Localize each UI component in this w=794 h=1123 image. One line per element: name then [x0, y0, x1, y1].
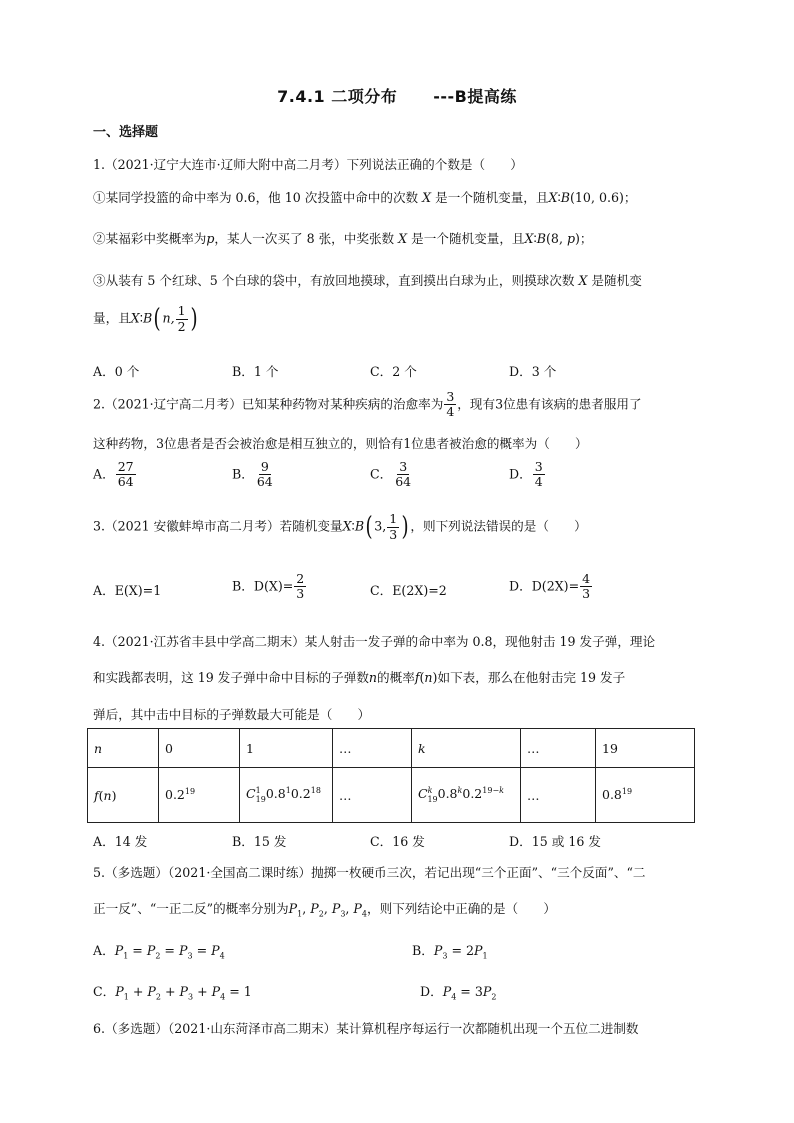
q1-option-a[interactable]: A．0 个: [93, 364, 140, 379]
q3-option-b[interactable]: B．D(X)= $\frac{2}{3}$: [232, 571, 305, 602]
table-row: [88, 768, 695, 823]
q4-line-2: 和实践都表明，这 19 发子弹中命中目标的子弹数n的概率f(n)如下表，那么在他射击完 19 发子: [93, 670, 626, 685]
q4-option-b[interactable]: B．15 发: [232, 834, 287, 849]
q5-option-c[interactable]: C．$P_1 + P_2 + P_3 + P_4 = 1$: [93, 984, 252, 1002]
q5-option-b[interactable]: B．$P_3 = 2P_1$: [412, 943, 488, 961]
q4-option-a[interactable]: A．14 发: [93, 834, 148, 849]
q5-option-d[interactable]: D．$P_4 = 3P_2$: [420, 984, 497, 1002]
q4-line-1: 4.（2021·江苏省丰县中学高二期末）某人射击一发子弹的命中率为 0.8，现他射击 19 发子弹，理论: [93, 634, 656, 649]
probability-table: [87, 728, 695, 823]
q1-statement-3b: 量，且X∶B( n, $\frac{1}{2}$ ): [93, 303, 198, 334]
q1-statement-3a: ③从装有 5 个红球、5 个白球的袋中，有放回地摸球，直到摸出白球为止，则摸球次数 X 是随机变: [93, 273, 642, 288]
q2-line-2: 这种药物，3位患者是否会被治愈是相互独立的，则恰有1位患者被治愈的概率为（ ）: [93, 436, 588, 451]
q2-option-c[interactable]: C． $\frac{3}{64}$: [370, 459, 412, 490]
page-title: [0, 84, 794, 107]
q2-option-b[interactable]: B． $\frac{9}{64}$: [232, 459, 273, 490]
q2-option-d[interactable]: D． $\frac{3}{4}$: [509, 459, 543, 490]
cell-ellipsis-2: …: [521, 768, 596, 823]
q1-statement-2: ②某福彩中奖概率为p，某人一次买了 8 张，中奖张数 X 是一个随机变量，且X∶B(8, p)；: [93, 231, 593, 246]
fraction-half: $\frac{1}{2}$: [177, 303, 186, 334]
q1-statement-1: ①某同学投篮的命中率为 0.6，他 10 次投篮中命中的次数 X 是一个随机变量，且X∶B(10, 0.6)；: [93, 190, 637, 205]
q3-line-1: 3.（2021 安徽蚌埠市高二月考）若随机变量X∶B( 3, $\frac{1}{3}$ ) ，则下列说法错误的是（ ）: [93, 511, 587, 542]
cell-pk: $C^k_{19}0.8^k0.2^{19-k}$: [412, 768, 521, 823]
q2-option-a[interactable]: A． $\frac{27}{64}$: [93, 459, 134, 490]
cell-p0: $0.2^{19}$: [159, 768, 240, 823]
q4-option-d[interactable]: D．15 或 16 发: [509, 834, 601, 849]
q1-option-b[interactable]: B．1 个: [232, 364, 279, 379]
q4-option-c[interactable]: C．16 发: [370, 834, 425, 849]
title-main: 7.4.1 二项分布: [277, 87, 398, 106]
fraction-cure-rate: $\frac{3}{4}$: [446, 389, 455, 420]
row-label: f(n): [88, 768, 159, 823]
q6-line-1: 6.（多选题）（2021·山东菏泽市高二期末）某计算机程序每运行一次都随机出现一个五位二进制数: [93, 1021, 639, 1036]
q5-line-2: 正一反”、“一正二反”的概率分别为$P_1$, $P_2$, $P_3$, $P_4$，则下列结论中正确的是（ ）: [93, 901, 556, 919]
table-row: n 0 1 … k … 19: [88, 729, 695, 768]
q1-option-c[interactable]: C．2 个: [370, 364, 417, 379]
q1-stem: 1.（2021·辽宁大连市·辽师大附中高二月考）下列说法正确的个数是（ ）: [93, 157, 523, 172]
q5-option-a[interactable]: A．$P_1 = P_2 = P_3 = P_4$: [93, 943, 225, 961]
q1-option-d[interactable]: D．3 个: [509, 364, 557, 379]
q3-option-c[interactable]: C．E(2X)=2: [370, 583, 447, 598]
q4-line-3: 弹后，其中击中目标的子弹数最大可能是（ ）: [93, 707, 371, 722]
cell-ellipsis-1: …: [333, 768, 412, 823]
title-level: ---B提高练: [433, 87, 517, 106]
q3-option-a[interactable]: A．E(X)=1: [93, 583, 162, 598]
cell-p19: $0.8^{19}$: [596, 768, 695, 823]
cell-p1: $C^1_{19}0.8^10.2^{18}$: [240, 768, 333, 823]
q3-option-d[interactable]: D．D(2X)= $\frac{4}{3}$: [509, 571, 591, 602]
q5-line-1: 5.（多选题）（2021·全国高二课时练）抛掷一枚硬币三次，若记出现“三个正面”、“三个反面”、“二: [93, 865, 646, 880]
q2-line-1: 2.（2021·辽宁高二月考）已知某种药物对某种疾病的治愈率为 $\frac{3}{4}$ ，现有3位患有该病的患者服用了: [93, 389, 642, 420]
section-heading: 一、选择题: [93, 125, 159, 140]
